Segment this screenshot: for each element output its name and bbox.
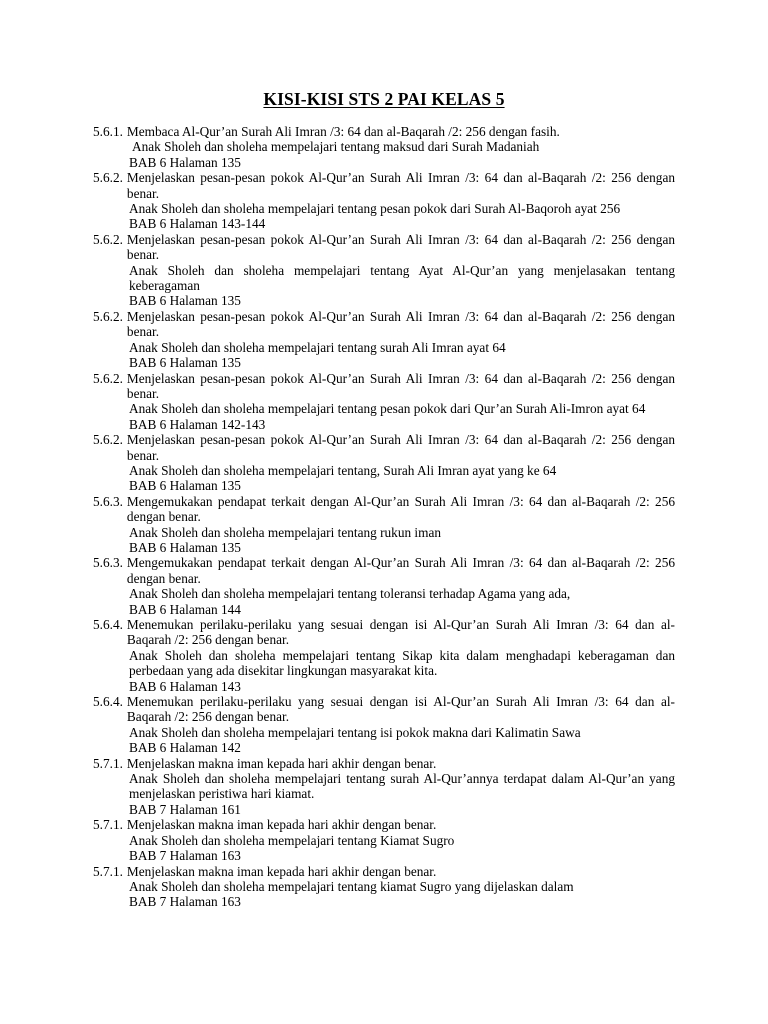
indicator-code: 5.7.1. [93, 817, 123, 833]
list-item [93, 494, 675, 556]
indicator-code: 5.6.4. [93, 694, 123, 710]
list-item [93, 817, 675, 863]
material-text: Anak Sholeh dan sholeha mempelajari tentang rukun iman [129, 524, 442, 540]
list-item [93, 309, 675, 371]
indicator-text: Menjelaskan pesan-pesan pokok Al-Qur’an Surah Ali Imran /3: 64 dan al-Baqarah /2: 256 dengan benar. [126, 308, 675, 340]
chapter-reference: BAB 6 Halaman 135 [129, 154, 241, 170]
indicator-text: Menjelaskan makna iman kepada hari akhir dengan benar. [126, 817, 437, 833]
indicator-text: Menjelaskan makna iman kepada hari akhir dengan benar. [126, 863, 437, 879]
material-text: Anak Sholeh dan sholeha mempelajari tentang surah Al-Qur’annya terdapat dalam Al-Qur’an yang menjelaskan peristiwa hari kiamat. [129, 771, 675, 802]
indicator-text: Menjelaskan makna iman kepada hari akhir dengan benar. [126, 755, 437, 771]
material-text: Anak Sholeh dan sholeha mempelajari tentang surah Ali Imran ayat 64 [129, 339, 506, 355]
material-text: Anak Sholeh dan sholeha mempelajari tentang pesan pokok dari Surah Al-Baqoroh ayat 256 [129, 201, 621, 217]
indicator-code: 5.6.2. [93, 432, 123, 448]
indicator-line [93, 817, 675, 832]
indicator-code: 5.7.1. [93, 755, 123, 771]
indicator-text: Menjelaskan pesan-pesan pokok Al-Qur’an Surah Ali Imran /3: 64 dan al-Baqarah /2: 256 dengan benar. [126, 432, 675, 463]
chapter-reference: BAB 7 Halaman 161 [129, 801, 241, 817]
kisi-kisi-list [93, 124, 675, 910]
indicator-text: Mengemukakan pendapat terkait dengan Al-Qur’an Surah Ali Imran /3: 64 dan al-Baqarah /2: 256 dengan benar. [126, 493, 675, 525]
list-item [93, 371, 675, 433]
chapter-reference: BAB 6 Halaman 142 [129, 740, 241, 756]
indicator-code: 5.6.2. [93, 231, 123, 247]
chapter-reference: BAB 6 Halaman 142-143 [129, 416, 266, 432]
chapter-reference: BAB 7 Halaman 163 [129, 894, 241, 910]
chapter-reference: BAB 6 Halaman 135 [129, 539, 241, 555]
list-item [93, 864, 675, 910]
indicator-line [93, 555, 675, 586]
material-text: Anak Sholeh dan sholeha mempelajari tentang isi pokok makna dari Kalimatin Sawa [129, 724, 581, 740]
list-item [93, 124, 675, 170]
indicator-text: Menemukan perilaku-perilaku yang sesuai dengan isi Al-Qur’an Surah Ali Imran /3: 64 dan al-Baqarah /2: 256 dengan benar. [126, 617, 675, 648]
list-item [93, 756, 675, 818]
indicator-code: 5.6.2. [93, 370, 123, 386]
indicator-line [93, 170, 675, 201]
list-item [93, 432, 675, 494]
material-text: Anak Sholeh dan sholeha mempelajari tentang maksud dari Surah Madaniah [132, 139, 540, 155]
chapter-reference: BAB 6 Halaman 135 [129, 293, 241, 309]
indicator-text: Membaca Al-Qur’an Surah Ali Imran /3: 64 dan al-Baqarah /2: 256 dengan fasih. [126, 124, 560, 139]
chapter-reference: BAB 6 Halaman 143-144 [129, 216, 266, 232]
indicator-code: 5.6.2. [93, 170, 123, 186]
list-item [93, 555, 675, 617]
indicator-code: 5.6.4. [93, 617, 123, 632]
chapter-reference: BAB 6 Halaman 143 [129, 678, 241, 694]
chapter-reference: BAB 6 Halaman 135 [129, 355, 241, 371]
chapter-reference: BAB 6 Halaman 135 [129, 478, 241, 494]
indicator-code: 5.6.1. [93, 124, 123, 139]
list-item [93, 170, 675, 232]
material-text: Anak Sholeh dan sholeha mempelajari tentang Ayat Al-Qur’an yang menjelasakan tentang keberagaman [129, 262, 675, 294]
material-text: Anak Sholeh dan sholeha mempelajari tentang pesan pokok dari Qur’an Surah Ali-Imron ayat 64 [129, 401, 646, 417]
material-text: Anak Sholeh dan sholeha mempelajari tentang Sikap kita dalam menghadapi keberagaman dan perbedaan yang ada disekitar lingkungan masyarakat kita. [129, 647, 675, 679]
indicator-line [93, 124, 675, 139]
page-title: KISI-KISI STS 2 PAI KELAS 5 [263, 89, 505, 109]
indicator-line [93, 371, 675, 402]
chapter-reference: BAB 6 Halaman 144 [129, 601, 241, 617]
indicator-code: 5.7.1. [93, 863, 123, 879]
material-text: Anak Sholeh dan sholeha mempelajari tentang kiamat Sugro yang dijelaskan dalam [129, 878, 574, 894]
indicator-code: 5.6.3. [93, 493, 123, 509]
indicator-line [93, 309, 675, 340]
chapter-reference: BAB 7 Halaman 163 [129, 848, 241, 864]
indicator-line [93, 494, 675, 525]
list-item [93, 232, 675, 309]
indicator-line [93, 756, 675, 771]
material-text: Anak Sholeh dan sholeha mempelajari tentang toleransi terhadap Agama yang ada, [129, 586, 571, 602]
material-text: Anak Sholeh dan sholeha mempelajari tentang, Surah Ali Imran ayat yang ke 64 [129, 462, 557, 478]
indicator-code: 5.6.3. [93, 555, 123, 571]
list-item [93, 694, 675, 756]
material-text: Anak Sholeh dan sholeha mempelajari tentang Kiamat Sugro [129, 832, 455, 848]
list-item [93, 617, 675, 694]
indicator-line [93, 864, 675, 879]
indicator-line [93, 432, 675, 463]
indicator-text: Menemukan perilaku-perilaku yang sesuai dengan isi Al-Qur’an Surah Ali Imran /3: 64 dan al-Baqarah /2: 256 dengan benar. [126, 694, 675, 725]
indicator-text: Menjelaskan pesan-pesan pokok Al-Qur’an Surah Ali Imran /3: 64 dan al-Baqarah /2: 256 dengan benar. [126, 370, 675, 401]
indicator-line [93, 617, 675, 648]
indicator-line [93, 694, 675, 725]
indicator-text: Mengemukakan pendapat terkait dengan Al-Qur’an Surah Ali Imran /3: 64 dan al-Baqarah /2: 256 dengan benar. [126, 555, 675, 586]
indicator-text: Menjelaskan pesan-pesan pokok Al-Qur’an Surah Ali Imran /3: 64 dan al-Baqarah /2: 256 dengan benar. [126, 231, 675, 263]
indicator-code: 5.6.2. [93, 308, 123, 324]
indicator-text: Menjelaskan pesan-pesan pokok Al-Qur’an Surah Ali Imran /3: 64 dan al-Baqarah /2: 256 dengan benar. [126, 170, 675, 201]
indicator-line [93, 232, 675, 263]
